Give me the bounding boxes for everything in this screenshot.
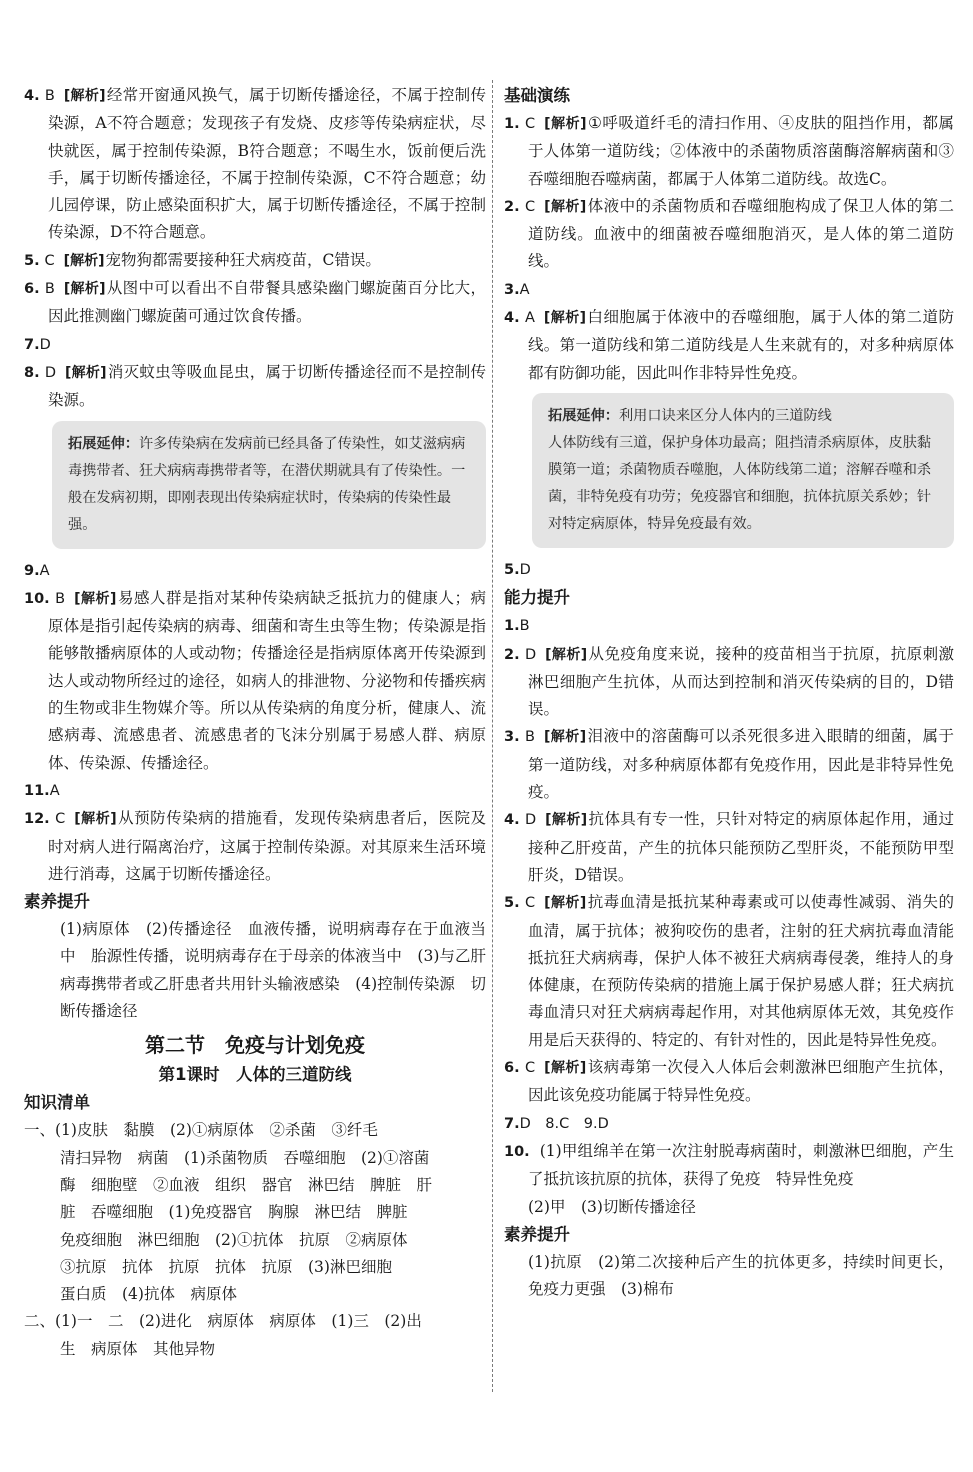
right-column [504, 82, 954, 1303]
answer-item: 11.A [24, 782, 60, 799]
answer-item: 1. C [解析]①呼吸道纤毛的清扫作用、④皮肤的阻挡作用，都属于人体第一道防线；②体液中的杀菌物质溶菌酶溶解病菌和③吞噬细胞吞噬病菌，都属于人体第二道防线。故选C。 [504, 114, 954, 188]
answer-item: 10. (1)甲组绵羊在第一次注射脱毒病菌时，刺激淋巴细胞，产生了抵抗该抗原的抗体，获得了免疫 特异性免疫 [504, 1141, 954, 1189]
q10-continuation: (2)甲 (3)切断传播途径 [528, 1197, 696, 1216]
callout-text: 利用口诀来区分人体内的三道防线 [618, 407, 832, 424]
section-title-zhishi: 知识清单 [24, 1093, 90, 1113]
callout-text: 许多传染病在发病前已经具备了传染性，如艾滋病病毒携带者、狂犬病病毒携带者等，在潜伏期就具有了传染性。一般在发病初期，即刚表现出传染病症状时，传染病的传染性最强。 [68, 435, 466, 533]
answer-item: 9.A [24, 562, 50, 579]
knowledge-line: 酶 细胞壁 ②血液 组织 器官 淋巴结 脾脏 肝 [60, 1175, 433, 1194]
knowledge-line: 二、(1)一 二 (2)进化 病原体 病原体 (1)三 (2)出 [24, 1312, 422, 1331]
section-title-suyang-right: 素养提升 [504, 1224, 570, 1244]
section-title-suyang: 素养提升 [24, 892, 90, 912]
suyang-answer: (1)病原体 (2)传播途径 血液传播，说明病毒存在于血液当中 胎源性传播，说明病毒存在于母亲的体液当中 (3)与乙肝病毒携带者或乙肝患者共用针头输液感染 (4)控制传染源 切断传播途径 [60, 920, 486, 1021]
answer-item: 3. B [解析]泪液中的溶菌酶可以杀死很多进入眼睛的细菌，属于第一道防线，对多种病原体都有免疫作用，因此是非特异性免疫。 [504, 727, 954, 802]
answer-item: 6. B [解析]从图中可以看出不自带餐具感染幽门螺旋菌百分比大，因此推测幽门螺旋菌可通过饮食传播。 [24, 279, 486, 326]
answer-item: 5.D [504, 561, 531, 578]
callout-label: 拓展延伸： [68, 435, 139, 452]
answer-item: 4. D [解析]抗体具有专一性，只针对特定的病原体起作用，通过接种乙肝疫苗，产生的抗体只能预防乙型肝炎，不能预防甲型肝炎，D错误。 [504, 810, 954, 884]
answer-item: 2. C [解析]体液中的杀菌物质和吞噬细胞构成了保卫人体的第二道防线。血液中的细菌被吞噬细胞消灭，是人体的第二道防线。 [504, 196, 954, 271]
answer-item: 7.D 8.C 9.D [504, 1115, 609, 1132]
callout-rhyme: 人体防线有三道，保护身体功最高；阻挡清杀病原体，皮肤黏膜第一道；杀菌物质吞噬胞，人体防线第二道；溶解吞噬和杀菌，非特免疫有功劳；免疫器官和细胞，抗体抗原关系妙；针对特定病原体，特异免疫最有效。 [548, 434, 932, 532]
suyang-answer-right: (1)抗原 (2)第二次接种后产生的抗体更多，持续时间更长，免疫力更强 (3)棉布 [528, 1252, 954, 1299]
answer-item: 10. B [解析]易感人群是指对某种传染病缺乏抵抗力的健康人；病原体是指引起传染病的病毒、细菌和寄生虫等生物；传染源是指能够散播病原体的人或动物；传播途径是指病原体离开传染源到达人或动物所经过的途径，如病人的排泄物、分泌物和传播疾病的生物或非生物媒介等。所以从传染病的角度分析，健康人、流感病毒、流感患者、流感患者的飞沫分别属于易感人群、病原体、传染源、传播途径。 [24, 588, 486, 772]
knowledge-line: 免疫细胞 淋巴细胞 (2)①抗体 抗原 ②病原体 [60, 1230, 408, 1249]
chapter-title: 第二节 免疫与计划免疫 [145, 1033, 365, 1058]
lesson-title: 第1课时 人体的三道防线 [158, 1065, 352, 1085]
extension-callout [532, 393, 954, 548]
answer-item: 4. A [解析]白细胞属于体液中的吞噬细胞，属于人体的第二道防线。第一道防线和第二道防线是人生来就有的，对多种病原体都有防御功能，因此叫作非特异性免疫。 [504, 308, 954, 382]
answer-item: 4. B [解析]经常开窗通风换气，属于切断传播途径，不属于控制传染源，A不符合题意；发现孩子有发烧、皮疹等传染病症状，尽快就医，属于控制传染源，B符合题意；不喝生水，饭前便后洗手，属于切断传播途径，不属于控制传染源，C不符合题意；幼儿园停课，防止感染面积扩大，属于切断传播途径，不属于控制传染源，D不符合题意。 [24, 86, 486, 242]
knowledge-line: 生 病原体 其他异物 [60, 1339, 216, 1358]
answer-item: 3.A [504, 281, 530, 298]
knowledge-line: 一、(1)皮肤 黏膜 (2)①病原体 ②杀菌 ③纤毛 [24, 1121, 378, 1140]
answer-item: 8. D [解析]消灭蚊虫等吸血昆虫，属于切断传播途径而不是控制传染源。 [24, 362, 486, 410]
answer-item: 1.B [504, 618, 530, 635]
knowledge-line: 脏 吞噬细胞 (1)免疫器官 胸腺 淋巴结 脾脏 [60, 1203, 408, 1222]
knowledge-line: ③抗原 抗体 抗原 抗体 抗原 (3)淋巴细胞 [60, 1257, 392, 1276]
answer-item: 2. D [解析]从免疫角度来说，接种的疫苗相当于抗原，抗原刺激淋巴细胞产生抗体，从而达到控制和消灭传染病的目的，D错误。 [504, 644, 954, 719]
callout-label: 拓展延伸： [548, 407, 619, 424]
extension-callout [52, 421, 486, 549]
section-title-jichu: 基础演练 [504, 86, 570, 105]
left-column [24, 82, 486, 1363]
answer-item: 7.D [24, 336, 51, 353]
answer-item: 12. C [解析]从预防传染病的措施看，发现传染病患者后，医院及时对病人进行隔离治疗，这属于控制传染源。对其原来生活环境进行消毒，这属于切断传播途径。 [24, 809, 486, 883]
answer-item: 5. C [解析]宠物狗都需要接种狂犬病疫苗，C错误。 [24, 250, 381, 269]
knowledge-line: 清扫异物 病菌 (1)杀菌物质 吞噬细胞 (2)①溶菌 [60, 1148, 430, 1167]
section-title-nengli: 能力提升 [504, 588, 570, 608]
answer-item: 5. C [解析]抗毒血清是抵抗某种毒素或可以使毒性减弱、消失的血清，属于抗体；被狗咬伤的患者，注射的狂犬病抗毒血清能抵抗狂犬病病毒，保护人体不被狂犬病病毒侵袭，维持人的身体健康，在预防传染病的措施上属于保护易感人群；狂犬病抗毒血清只对狂犬病病毒起作用，对其他病原体无效，其免疫作用是后天获得的、特定的、有针对性的，因此是特异性免疫。 [504, 893, 954, 1049]
column-divider [492, 80, 493, 1392]
knowledge-line: 蛋白质 (4)抗体 病原体 [60, 1285, 237, 1304]
answer-item: 6. C [解析]该病毒第一次侵入人体后会刺激淋巴细胞产生抗体，因此该免疫功能属于特异性免疫。 [504, 1058, 954, 1105]
